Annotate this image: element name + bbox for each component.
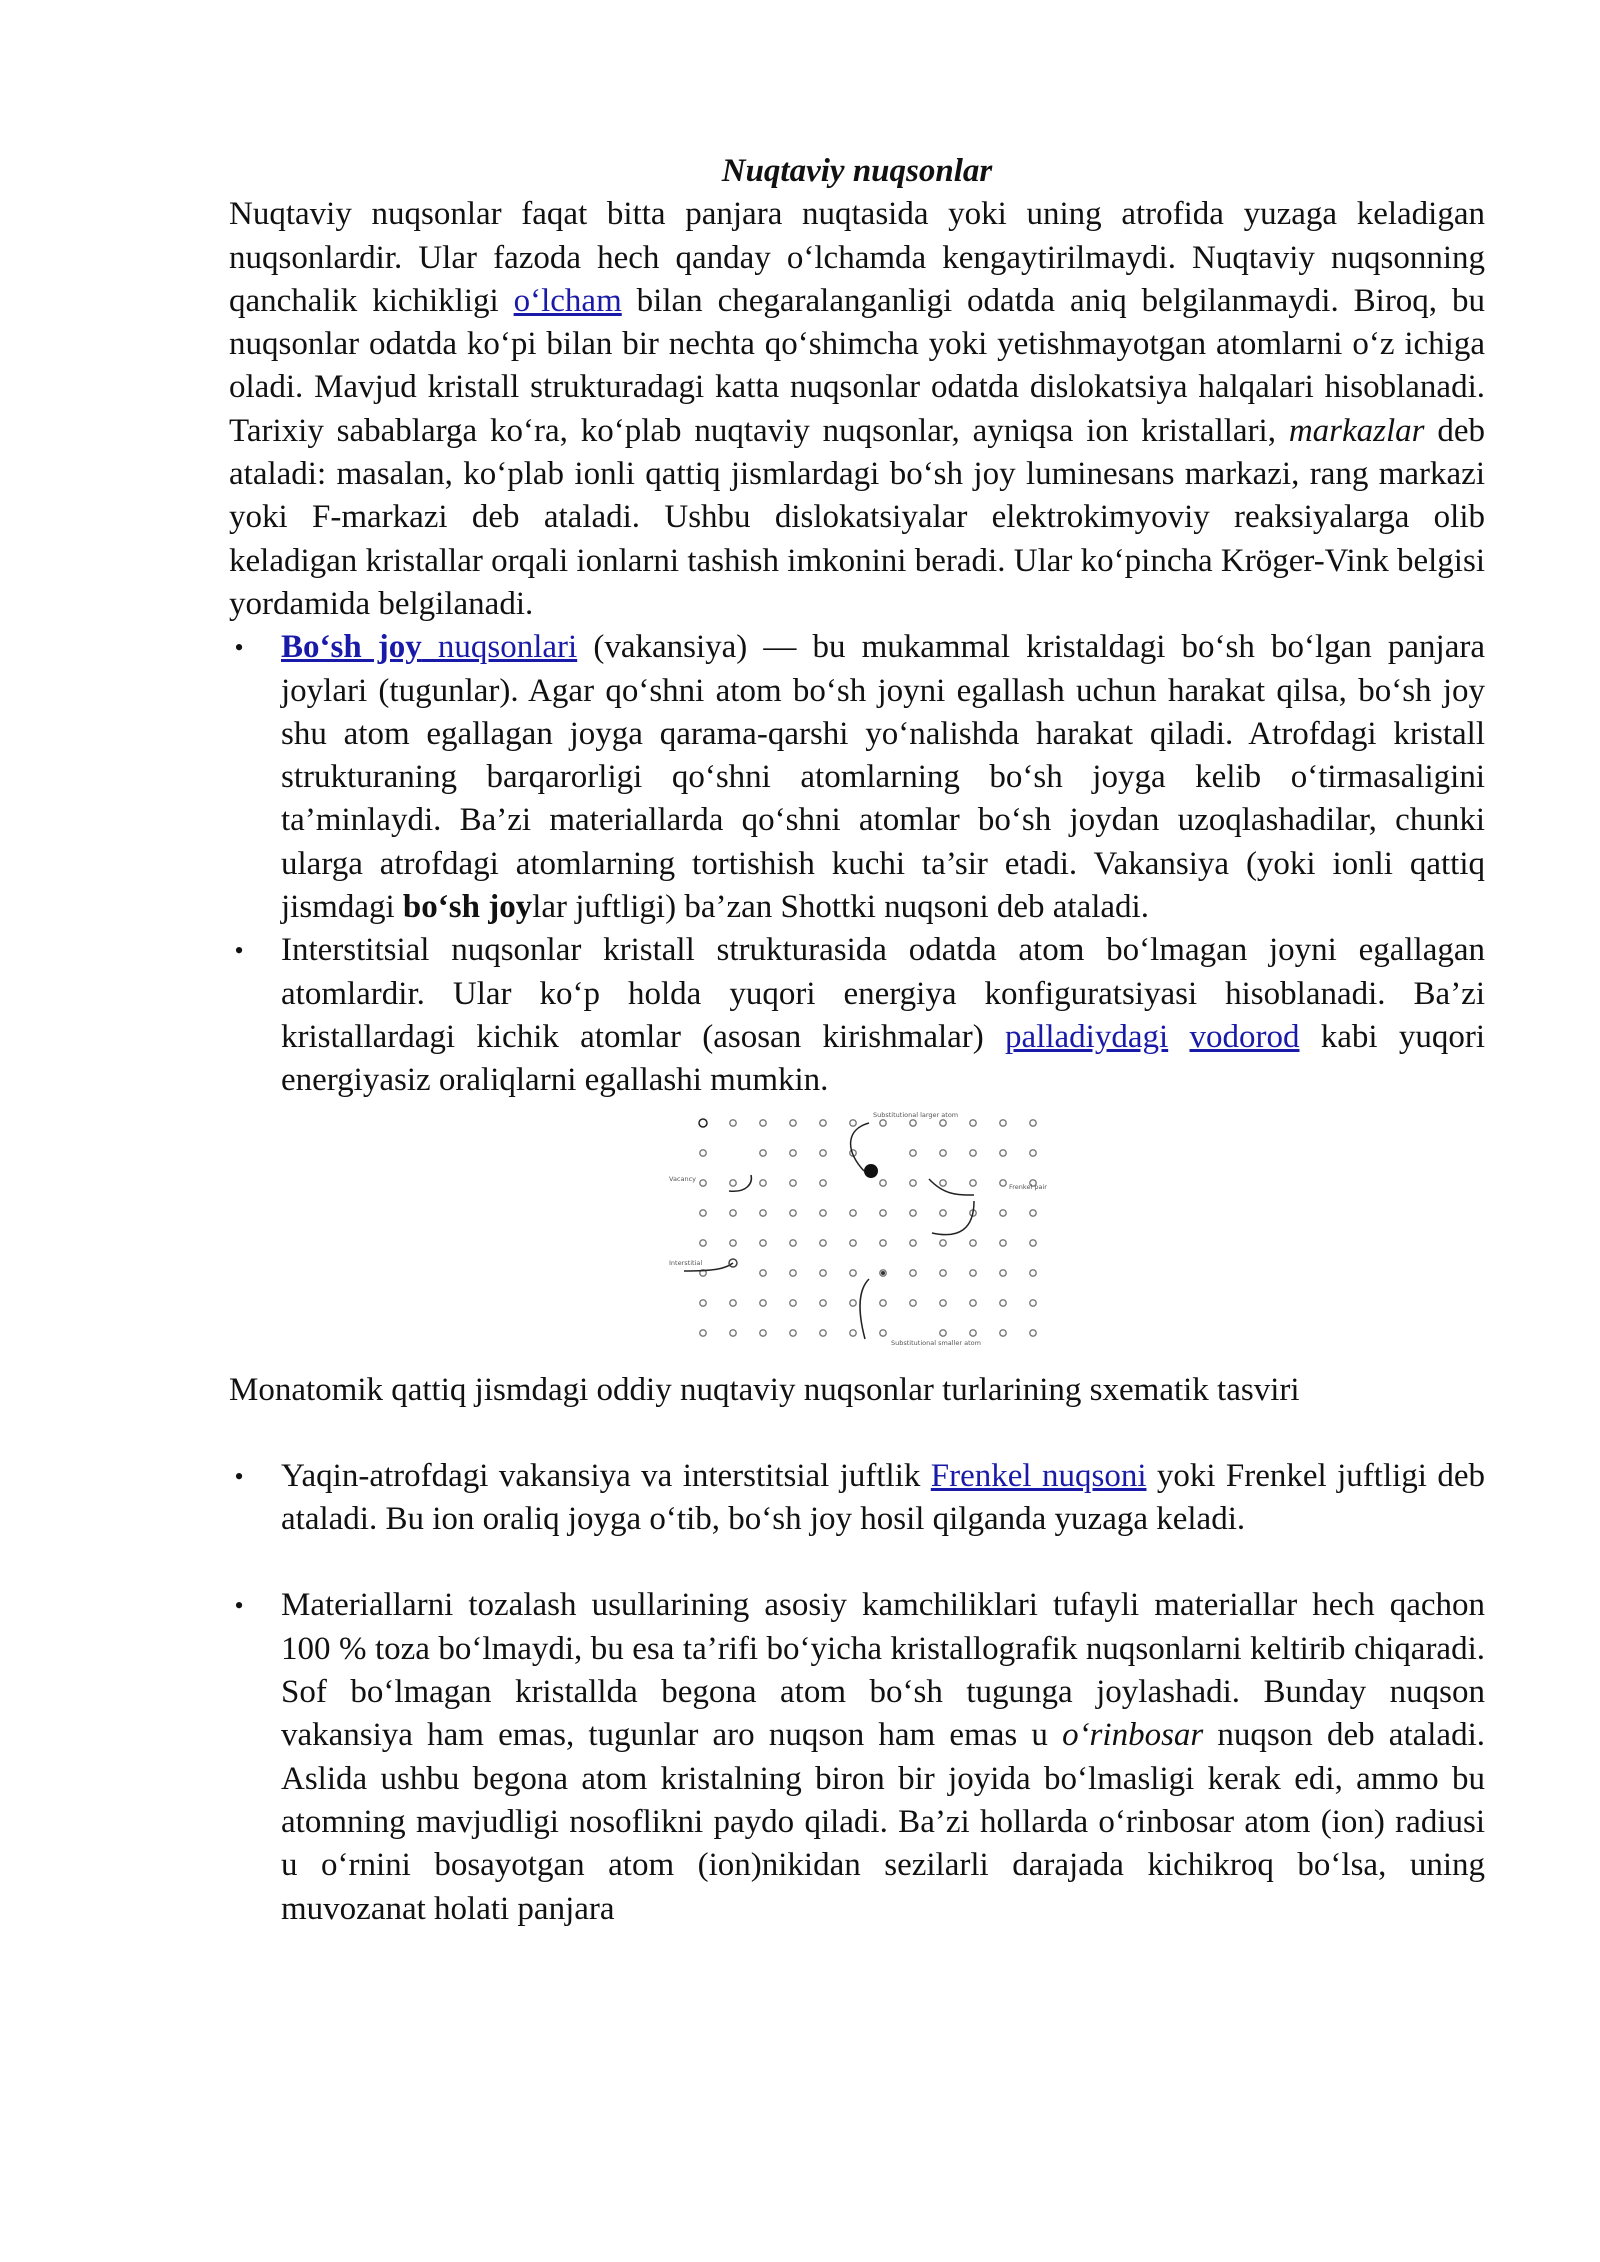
list-item-vacancy bbox=[229, 626, 1485, 929]
lattice-atom bbox=[1000, 1239, 1006, 1245]
link-olcham[interactable]: o‘lcham bbox=[513, 282, 622, 319]
frenkel-text-2: yoki Frenkel juftligi deb ataladi. Bu ion oraliq joyga o‘tib, bo‘sh joy hosil qilganda yuzaga keladi. bbox=[281, 1457, 1485, 1538]
lattice-atom bbox=[910, 1179, 916, 1185]
lattice-atom bbox=[760, 1329, 766, 1335]
lattice-atom bbox=[820, 1209, 826, 1215]
lattice-atom bbox=[820, 1239, 826, 1245]
lattice-atom bbox=[820, 1179, 826, 1185]
defect-list bbox=[229, 626, 1485, 1102]
lattice-atom bbox=[1030, 1329, 1036, 1335]
lattice-atom bbox=[700, 1329, 706, 1335]
lattice-atom bbox=[880, 1179, 886, 1185]
intro-text-2: bilan chegaralanganligi odatda aniq belgilanmaydi. Biroq, bu nuqsonlar odatda ko‘pi bilan bir nechta qo‘shimcha yoki yetishmayotgan atomlarni o‘z ichiga oladi. Mavjud kristall strukturadagi katta nuqsonlar odatda dislokatsiya halqalari hisoblanadi. Tarixiy sabablarga ko‘ra, ko‘plab nuqtaviy nuqsonlar, ayniqsa ion kristallari, bbox=[229, 282, 1485, 449]
lattice-atom bbox=[1000, 1209, 1006, 1215]
lattice-atom bbox=[1000, 1119, 1006, 1125]
lattice-atom bbox=[1030, 1209, 1036, 1215]
spacer bbox=[229, 1412, 1485, 1455]
bullet-icon: • bbox=[234, 936, 244, 966]
lattice-atom bbox=[940, 1179, 946, 1185]
point-defects-figure bbox=[229, 1109, 1485, 1369]
lattice-atoms bbox=[700, 1119, 1036, 1335]
lattice-atom bbox=[760, 1269, 766, 1275]
label-frenkel: Frenkel pair bbox=[1009, 1182, 1047, 1191]
intro-emphasis: markazlar bbox=[1288, 412, 1425, 449]
label-vacancy: Vacancy bbox=[669, 1174, 697, 1183]
lattice-atom bbox=[880, 1299, 886, 1305]
substitutional-text-1: Materiallarni tozalash usullarining asosiy kamchiliklari tufayli materiallar hech qachon 100 % toza bo‘lmaydi, bu esa ta’rifi bo‘yicha kristallografik nuqsonlarni keltirib chiqaradi. Sof bo‘lmagan kristallda begona atom bo‘sh tugunga joylashadi. Bunday nuqson vakansiya ham emas, tugunlar aro nuqson ham emas u bbox=[281, 1587, 1485, 1754]
lattice-atom bbox=[700, 1239, 706, 1245]
substitutional-emphasis: o‘rinbosar bbox=[1062, 1717, 1204, 1754]
interstitial-text-1: Interstitsial nuqsonlar kristall strukturasida odatda atom bo‘lmagan joyni egallagan atomlardir. Ular ko‘p holda yuqori energiya konfiguratsiyasi hisoblanadi. Ba’zi kristallardagi kichik atomlar (asosan kirishmalar) bbox=[281, 932, 1485, 1055]
lattice-atom bbox=[910, 1149, 916, 1155]
interstitial-text-2: kabi yuqori energiyasiz oraliqlarni egallashi mumkin. bbox=[281, 1018, 1486, 1099]
arrow-frenkel-bottom bbox=[932, 1201, 974, 1235]
lattice-atom bbox=[820, 1329, 826, 1335]
lattice-atom bbox=[970, 1119, 976, 1125]
link-rest-part: nuqsonlari bbox=[421, 629, 578, 666]
lattice-atom bbox=[730, 1299, 736, 1305]
substitutional-larger-atom bbox=[864, 1164, 878, 1178]
page-title: Nuqtaviy nuqsonlar bbox=[721, 153, 993, 189]
lattice-atom bbox=[850, 1119, 856, 1125]
lattice-atom bbox=[790, 1269, 796, 1275]
lattice-atom bbox=[880, 1239, 886, 1245]
lattice-atom bbox=[790, 1239, 796, 1245]
lattice-atom bbox=[1000, 1329, 1006, 1335]
lattice-atom bbox=[940, 1299, 946, 1305]
lattice-atom bbox=[910, 1119, 916, 1125]
label-interstitial: Interstitial bbox=[669, 1258, 703, 1267]
frenkel-text-1: Yaqin-atrofdagi vakansiya va interstitsial juftlik bbox=[281, 1457, 931, 1494]
lattice-atom bbox=[1000, 1149, 1006, 1155]
defect-list-3 bbox=[229, 1584, 1485, 1930]
lattice-atom bbox=[1000, 1269, 1006, 1275]
link-frenkel-nuqsoni[interactable]: Frenkel nuqsoni bbox=[930, 1457, 1147, 1494]
lattice-atom bbox=[1000, 1299, 1006, 1305]
lattice-atom bbox=[790, 1179, 796, 1185]
intro-text-1: Nuqtaviy nuqsonlar faqat bitta panjara nuqtasida yoki uning atrofida yuzaga keladigan nuqsonlardir. Ular fazoda hech qanday o‘lchamda kengaytirilmaydi. Nuqtaviy nuqsonning qanchalik kichikligi bbox=[229, 196, 1485, 319]
lattice-atom bbox=[1030, 1269, 1036, 1275]
lattice-atom bbox=[760, 1299, 766, 1305]
label-substitutional-smaller: Substitutional smaller atom bbox=[891, 1338, 981, 1347]
lattice-atom bbox=[760, 1239, 766, 1245]
arrow-smaller bbox=[860, 1279, 869, 1339]
lattice-atom bbox=[970, 1149, 976, 1155]
corner-atom bbox=[699, 1119, 707, 1127]
lattice-atom bbox=[880, 1329, 886, 1335]
vacancy-bold: bo‘sh joy bbox=[402, 889, 533, 926]
lattice-atom bbox=[850, 1329, 856, 1335]
lattice-atom bbox=[760, 1119, 766, 1125]
lattice-atom bbox=[1030, 1119, 1036, 1125]
lattice-atom bbox=[940, 1149, 946, 1155]
document-page bbox=[229, 150, 1485, 1931]
lattice-atom bbox=[970, 1179, 976, 1185]
bullet-icon: • bbox=[234, 633, 244, 663]
lattice-diagram bbox=[629, 1109, 1069, 1369]
lattice-atom bbox=[940, 1119, 946, 1125]
lattice-atom bbox=[700, 1149, 706, 1155]
lattice-atom bbox=[1000, 1179, 1006, 1185]
lattice-atom bbox=[760, 1179, 766, 1185]
bullet-icon: • bbox=[234, 1461, 244, 1491]
link-vodorod[interactable]: vodorod bbox=[1189, 1018, 1300, 1055]
link-bosh-joy-nuqsonlari[interactable] bbox=[281, 629, 577, 665]
lattice-atom bbox=[730, 1329, 736, 1335]
lattice-atom bbox=[790, 1209, 796, 1215]
arrow-frenkel-top bbox=[929, 1179, 974, 1195]
lattice-atom bbox=[910, 1209, 916, 1215]
lattice-atom bbox=[790, 1299, 796, 1305]
lattice-atom bbox=[970, 1269, 976, 1275]
lattice-atom bbox=[700, 1299, 706, 1305]
lattice-atom bbox=[940, 1329, 946, 1335]
lattice-atom bbox=[880, 1119, 886, 1125]
lattice-atom bbox=[970, 1239, 976, 1245]
lattice-atom bbox=[970, 1329, 976, 1335]
lattice-atom bbox=[820, 1269, 826, 1275]
intro-paragraph bbox=[229, 193, 1485, 626]
lattice-atom bbox=[730, 1239, 736, 1245]
link-palladiydagi[interactable]: palladiydagi bbox=[1005, 1018, 1169, 1055]
list-item-frenkel bbox=[229, 1455, 1485, 1542]
spacer bbox=[229, 1541, 1485, 1584]
lattice-atom bbox=[760, 1209, 766, 1215]
lattice-atom bbox=[820, 1299, 826, 1305]
lattice-atom bbox=[910, 1299, 916, 1305]
interstitial-space bbox=[1168, 1019, 1189, 1055]
intro-text-3: deb ataladi: masalan, ko‘plab ionli qattiq jismlardagi bo‘sh joy luminesans markazi, rang markazi yoki F-markazi deb ataladi. Ushbu dislokatsiyalar elektrokimyoviy reaksiyalarga olib keladigan kristallar orqali ionlarni tashish imkonini beradi. Ular ko‘pincha Kröger-Vink belgisi yordamida belgilanadi. bbox=[229, 412, 1485, 622]
arrow-larger bbox=[851, 1123, 869, 1171]
vacancy-text-1: (vakansiya) — bu mukammal kristaldagi bo‘sh bo‘lgan panjara joylari (tugunlar). Agar qo‘shni atom bo‘sh joyni egallash uchun harakat qilsa, bo‘sh joy shu atom egallagan joyga qarama-qarshi yo‘nalishda harakat qiladi. Atrofdagi kristall strukturaning barqarorligi qo‘shni atomlarning bo‘sh joyga kelib o‘tirmasaligini ta’minlaydi. Ba’zi materiallarda qo‘shni atomlar bo‘sh joydan uzoqlashadilar, chunki ularga atrofdagi atomlarning tortishish kuchi ta’sir etadi. Vakansiya (yoki ionli qattiq jismdagi bbox=[281, 629, 1485, 926]
lattice-atom bbox=[940, 1239, 946, 1245]
lattice-atom bbox=[970, 1299, 976, 1305]
lattice-atom bbox=[910, 1239, 916, 1245]
figure-caption: Monatomik qattiq jismdagi oddiy nuqtaviy nuqsonlar turlarining sxematik tasviri bbox=[229, 1371, 1300, 1408]
lattice-atom bbox=[700, 1179, 706, 1185]
defect-list-2 bbox=[229, 1455, 1485, 1542]
label-substitutional-larger: Substitutional larger atom bbox=[873, 1110, 959, 1119]
lattice-atom bbox=[730, 1179, 736, 1185]
bullet-icon: • bbox=[234, 1591, 244, 1621]
lattice-atom bbox=[850, 1239, 856, 1245]
lattice-atom bbox=[790, 1119, 796, 1125]
vacancy-text-2: lar juftligi) ba’zan Shottki nuqsoni deb ataladi. bbox=[532, 889, 1149, 926]
lattice-atom bbox=[730, 1209, 736, 1215]
lattice-atom bbox=[940, 1269, 946, 1275]
lattice-atom bbox=[760, 1149, 766, 1155]
lattice-atom bbox=[850, 1209, 856, 1215]
lattice-atom bbox=[730, 1119, 736, 1125]
lattice-atom bbox=[820, 1119, 826, 1125]
lattice-atom bbox=[850, 1299, 856, 1305]
link-bold-part: Bo‘sh joy bbox=[281, 629, 422, 666]
lattice-atom bbox=[910, 1269, 916, 1275]
lattice-atom bbox=[850, 1269, 856, 1275]
arrow-vacancy bbox=[729, 1175, 751, 1191]
lattice-atom bbox=[880, 1209, 886, 1215]
list-item-interstitial bbox=[229, 929, 1485, 1102]
lattice-atom bbox=[1030, 1299, 1036, 1305]
lattice-atom bbox=[1030, 1149, 1036, 1155]
lattice-atom bbox=[700, 1209, 706, 1215]
list-item-substitutional bbox=[229, 1584, 1485, 1930]
annotation-arrows bbox=[684, 1123, 974, 1339]
substitutional-smaller-atom bbox=[881, 1271, 885, 1275]
lattice-atom bbox=[820, 1149, 826, 1155]
substitutional-text-2: nuqson deb ataladi. Aslida ushbu begona atom kristalning biron bir joyida bo‘lmasligi kerak edi, ammo bu atomning mavjudligi nosoflikni paydo qiladi. Ba’zi hollarda o‘rinbosar atom (ion) radiusi u o‘rnini bosayotgan atom (ion)nikidan sezilarli darajada kichikroq bo‘lsa, uning muvozanat holati panjara bbox=[281, 1717, 1485, 1927]
lattice-atom bbox=[790, 1149, 796, 1155]
lattice-atom bbox=[790, 1329, 796, 1335]
lattice-atom bbox=[940, 1209, 946, 1215]
lattice-atom bbox=[1030, 1239, 1036, 1245]
